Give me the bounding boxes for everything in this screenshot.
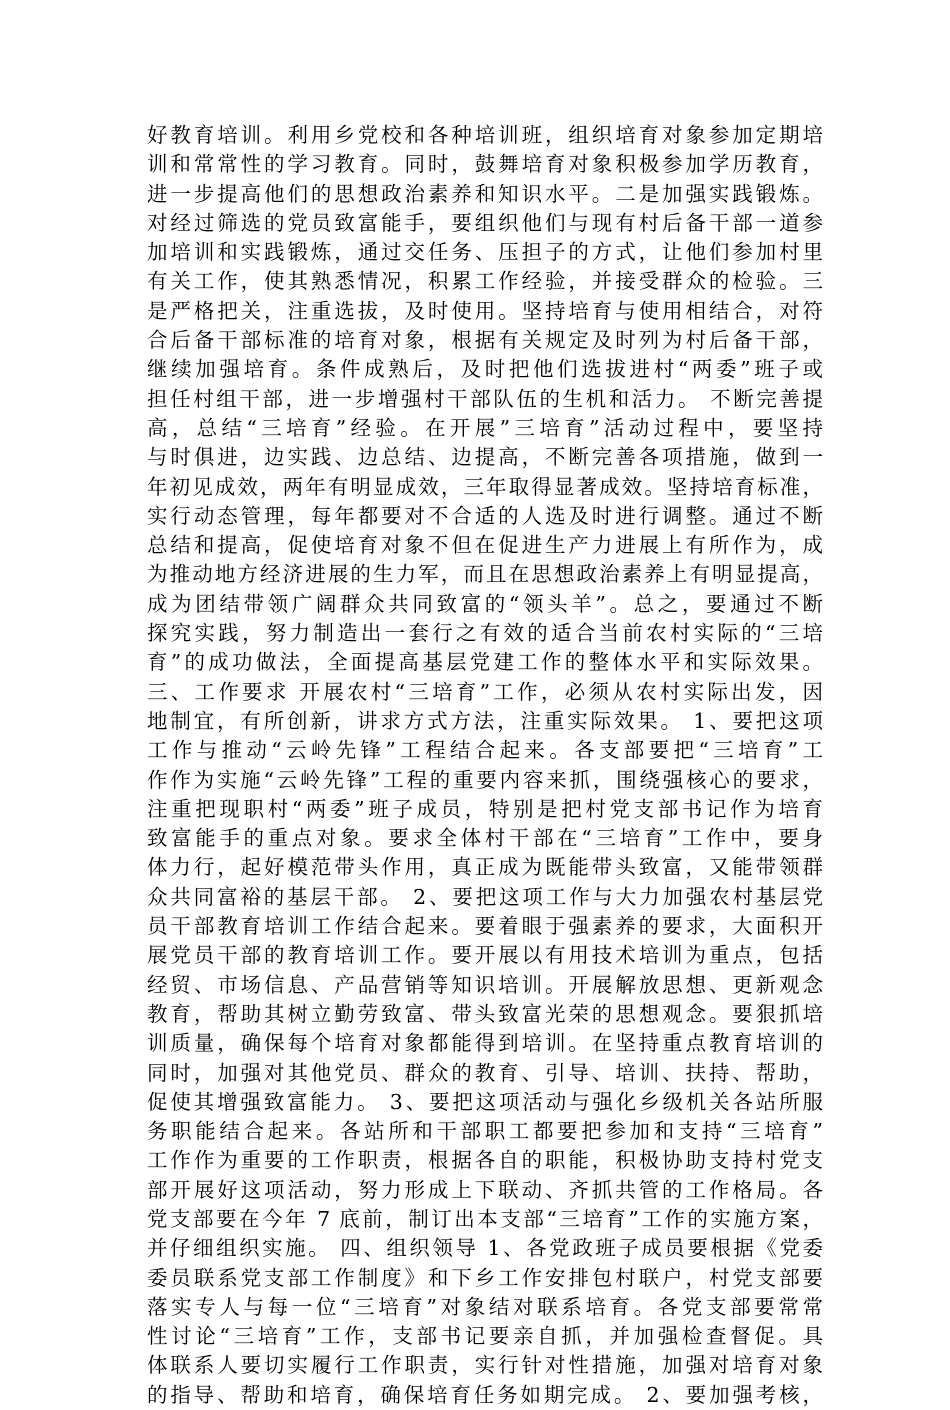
text-line: 经贸、市场信息、产品营销等知识培训。开展解放思想、更新观念	[147, 972, 823, 997]
text-line: 部开展好这项活动，努力形成上下联动、齐抓共管的工作格局。各	[147, 1177, 823, 1202]
text-line: 高，总结“三培育”经验。在开展”三培育”活动过程中，要坚持	[147, 415, 823, 440]
text-line: 性讨论“三培育”工作，支部书记要亲自抓，并加强检查督促。具	[147, 1324, 823, 1349]
text-line: 总结和提高，促使培育对象不但在促进生产力进展上有所作为，成	[147, 533, 823, 558]
text-line: 展党员干部的教育培训工作。要开展以有用技术培训为重点，包括	[147, 943, 823, 968]
text-line: 实行动态管理，每年都要对不合适的人选及时进行调整。通过不断	[147, 503, 823, 528]
text-line: 对经过筛选的党员致富能手，要组织他们与现有村后备干部一道参	[147, 210, 823, 235]
document-body	[147, 121, 823, 1410]
text-line: 同时，加强对其他党员、群众的教育、引导、培训、扶持、帮助，	[147, 1060, 823, 1085]
text-line: 年初见成效，两年有明显成效，三年取得显著成效。坚持培育标准，	[147, 474, 823, 499]
text-line: 为推动地方经济进展的生力军，而且在思想政治素养上有明显提高，	[147, 562, 823, 587]
text-line: 地制宜，有所创新，讲求方式方法，注重实际效果。 1、要把这项	[147, 708, 823, 733]
text-line: 作作为实施“云岭先锋”工程的重要内容来抓，围绕强核心的要求，	[147, 767, 823, 792]
text-line: 落实专人与每一位“三培育”对象结对联系培育。各党支部要常常	[147, 1294, 823, 1319]
text-line: 进一步提高他们的思想政治素养和知识水平。二是加强实践锻炼。	[147, 181, 823, 206]
text-line: 工作作为重要的工作职责，根据各自的职能，积极协助支持村党支	[147, 1148, 823, 1173]
text-line: 好教育培训。利用乡党校和各种培训班，组织培育对象参加定期培	[147, 123, 823, 147]
text-line: 担任村组干部，进一步增强村干部队伍的生机和活力。 不断完善提	[147, 386, 823, 411]
text-line: 成为团结带领广阔群众共同致富的“领头羊”。总之，要通过不断	[147, 591, 823, 616]
text-line: 是严格把关，注重选拔，及时使用。坚持培育与使用相结合，对符	[147, 298, 823, 323]
text-line: 工作与推动“云岭先锋”工程结合起来。各支部要把“三培育”工	[147, 738, 823, 763]
text-line: 员干部教育培训工作结合起来。要着眼于强素养的要求，大面积开	[147, 914, 823, 939]
text-line: 委员联系党支部工作制度》和下乡工作安排包村联户，村党支部要	[147, 1265, 823, 1290]
text-line: 探究实践，努力制造出一套行之有效的适合当前农村实际的“三培	[147, 621, 823, 646]
text-line: 促使其增强致富能力。 3、要把这项活动与强化乡级机关各站所服	[147, 1089, 823, 1114]
text-line: 务职能结合起来。各站所和干部职工都要把参加和支持“三培育”	[147, 1119, 823, 1144]
text-line: 与时俱进，边实践、边总结、边提高，不断完善各项措施，做到一	[147, 445, 823, 470]
text-line: 训和常常性的学习教育。同时，鼓舞培育对象积极参加学历教育，	[147, 152, 823, 177]
text-line: 三、工作要求 开展农村“三培育”工作，必须从农村实际出发，因	[147, 679, 823, 704]
text-line: 合后备干部标准的培育对象，根据有关规定及时列为村后备干部，	[147, 328, 823, 353]
text-line: 育”的成功做法，全面提高基层党建工作的整体水平和实际效果。	[147, 650, 823, 675]
text-line: 训质量，确保每个培育对象都能得到培训。在坚持重点教育培训的	[147, 1031, 823, 1056]
text-line: 继续加强培育。条件成熟后，及时把他们选拔进村“两委”班子或	[147, 357, 823, 382]
text-line: 的指导、帮助和培育，确保培育任务如期完成。 2、要加强考核，	[147, 1382, 823, 1407]
text-line: 注重把现职村“两委”班子成员，特别是把村党支部书记作为培育	[147, 796, 823, 821]
text-line: 并仔细组织实施。 四、组织领导 1、各党政班子成员要根据《党委	[147, 1236, 823, 1261]
text-line: 致富能手的重点对象。要求全体村干部在“三培育”工作中，要身	[147, 826, 823, 851]
text-line: 加培训和实践锻炼，通过交任务、压担子的方式，让他们参加村里	[147, 240, 823, 265]
text-line: 党支部要在今年 7 底前，制订出本支部“三培育”工作的实施方案，	[147, 1206, 823, 1231]
text-line: 体力行，起好模范带头作用，真正成为既能带头致富，又能带领群	[147, 855, 823, 880]
text-line: 众共同富裕的基层干部。 2、要把这项工作与大力加强农村基层党	[147, 884, 823, 909]
text-line: 教育，帮助其树立勤劳致富、带头致富光荣的思想观念。要狠抓培	[147, 1001, 823, 1026]
text-line: 有关工作，使其熟悉情况，积累工作经验，并接受群众的检验。三	[147, 269, 823, 294]
text-line: 体联系人要切实履行工作职责，实行针对性措施，加强对培育对象	[147, 1353, 823, 1378]
